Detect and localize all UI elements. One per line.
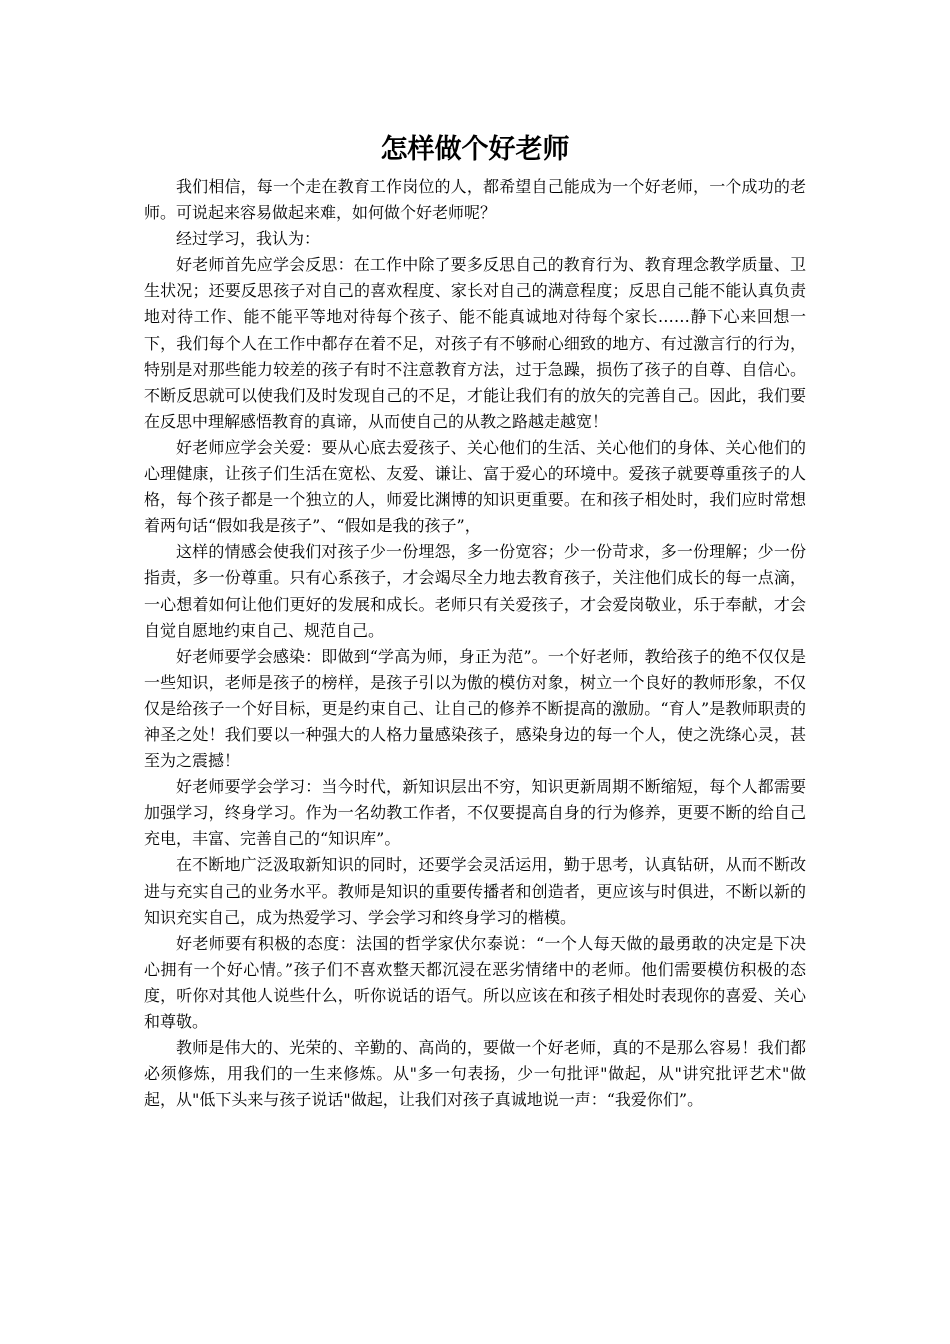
paragraph: 我们相信，每一个走在教育工作岗位的人，都希望自己能成为一个好老师，一个成功的老师。可说起来容易做起来难，如何做个好老师呢？	[144, 177, 806, 223]
paragraph: 好老师要学会学习：当今时代，新知识层出不穷，知识更新周期不断缩短，每个人都需要加强学习，终身学习。作为一名幼教工作者，不仅要提高自身的行为修养，更要不断的给自己充电，丰富、完善自己的“知识库”。	[144, 777, 806, 849]
paragraph: 好老师要有积极的态度：法国的哲学家伏尔泰说：“一个人每天做的最勇敢的决定是下决心拥有一个好心情。”孩子们不喜欢整天都沉浸在恶劣情绪中的老师。他们需要模仿积极的态度，听你对其他人说些什么，听你说话的语气。所以应该在和孩子相处时表现你的喜爱、关心和尊敬。	[144, 933, 806, 1031]
document-body	[144, 174, 806, 1113]
paragraph: 这样的情感会使我们对孩子少一份埋怨，多一份宽容；少一份苛求，多一份理解；少一份指责，多一份尊重。只有心系孩子，才会竭尽全力地去教育孩子，关注他们成长的每一点滴，一心想着如何让他们更好的发展和成长。老师只有关爱孩子，才会爱岗敬业，乐于奉献，才会自觉自愿地约束自己、规范自己。	[144, 542, 806, 640]
paragraph: 好老师要学会感染：即做到“学高为师，身正为范”。一个好老师，教给孩子的绝不仅仅是一些知识，老师是孩子的榜样，是孩子引以为傲的模仿对象，树立一个良好的教师形象，不仅仅是给孩子一个好目标，更是约束自己、让自己的修养不断提高的激励。“育人”是教师职责的神圣之处！我们要以一种强大的人格力量感染孩子，感染身边的每一个人，使之洗绦心灵，甚至为之震撼！	[144, 646, 806, 771]
paragraph: 好老师首先应学会反思：在工作中除了要多反思自己的教育行为、教育理念教学质量、卫生状况；还要反思孩子对自己的喜欢程度、家长对自己的满意程度；反思自己能不能认真负责地对待工作、能不能平等地对待每个孩子、能不能真诚地对待每个家长……静下心来回想一下，我们每个人在工作中都存在着不足，对孩子有不够耐心细致的地方、有过激言行的行为，特别是对那些能力较差的孩子有时不注意教育方法，过于急躁，损伤了孩子的自尊、自信心。不断反思就可以使我们及时发现自己的不足，才能让我们有的放矢的完善自己。因此，我们要在反思中理解感悟教育的真谛，从而使自己的从教之路越走越宽！	[144, 255, 806, 431]
paragraph: 教师是伟大的、光荣的、辛勤的、高尚的，要做一个好老师，真的不是那么容易！我们都必须修炼，用我们的一生来修炼。从"多一句表扬，少一句批评"做起，从"讲究批评艺术"做起，从"低下头来与孩子说话"做起，让我们对孩子真诚地说一声：“我爱你们”。	[144, 1038, 806, 1110]
paragraph: 经过学习，我认为：	[176, 229, 321, 249]
paragraph: 在不断地广泛汲取新知识的同时，还要学会灵活运用，勤于思考，认真钻研，从而不断改进与充实自己的业务水平。教师是知识的重要传播者和创造者，更应该与时俱进，不断以新的知识充实自己，成为热爱学习、学会学习和终身学习的楷模。	[144, 855, 806, 927]
document-title: 怎样做个好老师	[380, 134, 570, 165]
paragraph: 好老师应学会关爱：要从心底去爱孩子、关心他们的生活、关心他们的身体、关心他们的心理健康，让孩子们生活在宽松、友爱、谦让、富于爱心的环境中。爱孩子就要尊重孩子的人格，每个孩子都是一个独立的人，师爱比渊博的知识更重要。在和孩子相处时，我们应时常想着两句话“假如我是孩子”、“假如是我的孩子”，	[144, 437, 806, 536]
